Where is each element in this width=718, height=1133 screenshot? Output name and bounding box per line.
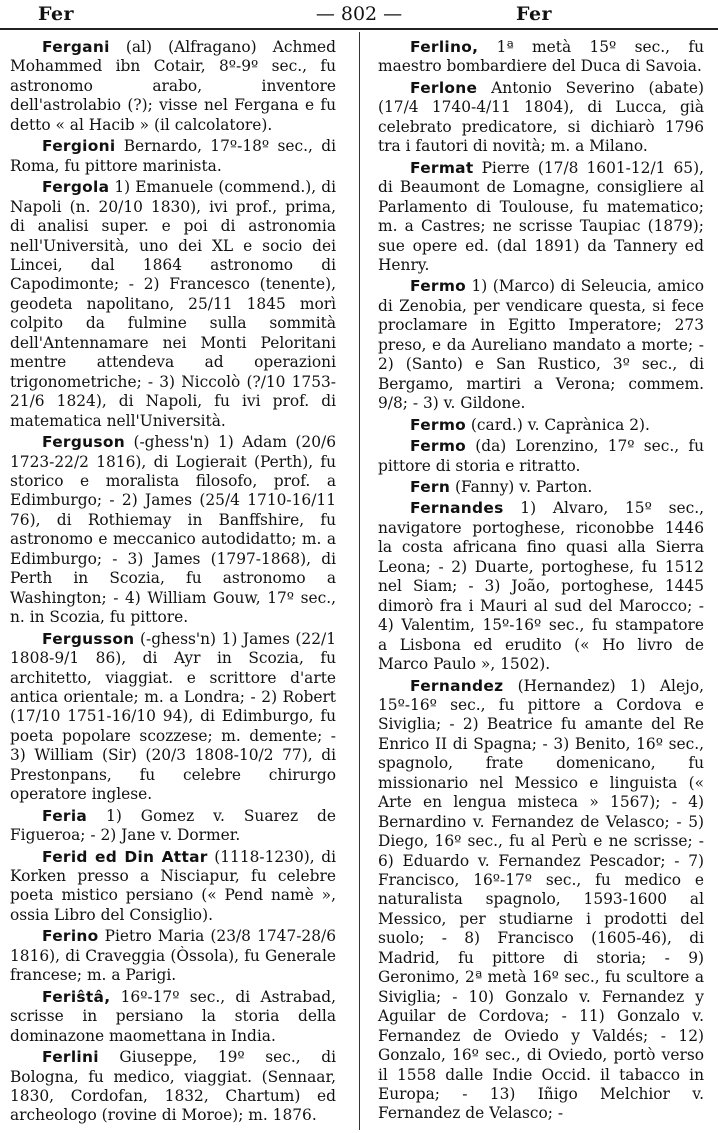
dictionary-entry bbox=[10, 807, 336, 846]
entry-headword: Ferlone bbox=[410, 78, 478, 97]
dictionary-entry bbox=[378, 38, 704, 77]
page-header bbox=[0, 0, 718, 30]
page-number: — 802 — bbox=[315, 3, 403, 25]
entry-text: (card.) v. Caprànica 2). bbox=[466, 415, 650, 434]
dictionary-entry bbox=[378, 677, 704, 1124]
entry-headword: Ferguson bbox=[42, 433, 125, 452]
entry-headword: Ferlino, bbox=[410, 38, 479, 56]
entry-text: Bernardo, 17º-18º sec., di Roma, fu pittore marinista. bbox=[10, 137, 336, 175]
column-divider bbox=[359, 32, 360, 1130]
dictionary-entry bbox=[10, 927, 336, 985]
dictionary-entry bbox=[10, 1048, 336, 1126]
entry-headword: Fernandez bbox=[410, 676, 504, 695]
entry-headword: Fermo bbox=[410, 415, 467, 434]
entry-text: Antonio Severino (abate) (17/4 1740-4/11 1804), di Lucca, già celebrato predicatore, si dichiarò 1796 tra i fautori di novità; m. a Milano. bbox=[378, 78, 704, 156]
entry-headword: Fermat bbox=[410, 158, 474, 177]
entry-text: Giuseppe, 19º sec., di Bologna, fu medico, viaggiat. (Sennaar, 1830, Cordofan, 1832, Chartum) ed archeologo (rovine di Moroe); m. 1876. bbox=[10, 1048, 336, 1125]
entry-text: 1) Gomez v. Suarez de Figueroa; - 2) Jane v. Dormer. bbox=[10, 806, 336, 845]
dictionary-entry bbox=[378, 416, 704, 435]
dictionary-entry bbox=[10, 988, 336, 1046]
entry-headword: Feria bbox=[42, 806, 88, 825]
entry-headword: Fergani bbox=[42, 38, 110, 56]
entry-headword: Feriŝtâ, bbox=[42, 987, 111, 1006]
header-right-guideword: Fer bbox=[516, 3, 553, 25]
dictionary-entry bbox=[378, 437, 704, 476]
dictionary-entry bbox=[378, 478, 704, 497]
dictionary-entry bbox=[10, 38, 336, 135]
entry-headword: Fergioni bbox=[42, 137, 116, 156]
entry-headword: Fergola bbox=[42, 178, 110, 197]
entry-headword: Fernandes bbox=[410, 499, 504, 518]
entry-text: Pietro Maria (23/8 1747-28/6 1816), di Craveggia (Òssola), fu Generale francese; m. a Parigi. bbox=[10, 927, 336, 985]
header-left-guideword: Fer bbox=[38, 3, 75, 25]
entry-text: 1ª metà 15º sec., fu maestro bombardiere del Duca di Savoia. bbox=[378, 38, 704, 76]
entry-headword: Ferid ed Din Attar bbox=[42, 847, 208, 866]
entry-text: 16º-17º sec., di Astrabad, scrisse in persiano la storia della dominazone maomettana in India. bbox=[10, 987, 336, 1045]
entry-text: Pierre (17/8 1601-12/1 65), di Beaumont de Lomagne, consigliere al Parlamento di Toulouse, fu matematico; m. a Castres; ne scrisse Taupiac (1879); sue opere ed. (dal 1891) da Tannery ed Henry. bbox=[378, 158, 704, 274]
entry-text: (al) (Alfragano) Achmed Mohammed ibn Cotair, 8º-9º sec., fu astronomo arabo, inventore dell'astrolabio (?); visse nel Fergana e fu detto « al Hacib » (il calcolatore). bbox=[10, 38, 336, 134]
entry-headword: Fern bbox=[410, 477, 451, 496]
entry-headword: Ferlini bbox=[42, 1048, 99, 1067]
dictionary-entry bbox=[10, 848, 336, 926]
left-column bbox=[10, 38, 336, 1126]
dictionary-entry bbox=[378, 159, 704, 276]
entry-text: (-ghess'n) 1) James (22/1 1808-9/1 86), di Ayr in Scozia, fu architetto, viaggiat. e scrittore d'arte antica orientale; m. a Londra; - 2) Robert (17/10 1751-16/10 94), di Edimburgo, fu poeta popolare scozzese; m. demente; - 3) William (Sir) (20/3 1808-10/2 77), di Prestonpans, fu celebre chirurgo operatore inglese. bbox=[10, 629, 336, 804]
entry-text: 1) Emanuele (commend.), di Napoli (n. 20/10 1830), ivi prof., prima, di analisi super. e poi di astronomia nell'Università, uno dei XL e socio dei Lincei, dal 1864 astronomo di Capodimonte; - 2) Francesco (tenente), geodeta napolitano, 25/11 1845 morì colpito da fulmine sulla sommità dell'Antennamare nei Monti Peloritani mentre attendeva ad operazioni trigonometriche; - 3) Niccolò (?/10 1753-21/6 1824), di Napoli, fu ivi prof. di matematica nell'Università. bbox=[10, 178, 336, 430]
dictionary-entry bbox=[378, 79, 704, 157]
entry-headword: Fergusson bbox=[42, 629, 135, 648]
dictionary-entry bbox=[10, 433, 336, 628]
entry-headword: Fermo bbox=[410, 437, 467, 456]
entry-text: (Hernandez) 1) Alejo, 15º-16º sec., fu pittore a Cordova e Siviglia; - 2) Beatrice fu amante del Re Enrico II di Spagna; - 3) Benito, 16º sec., spagnolo, frate domenicano, fu missionario nel Messico e linguista (« Arte en lengua misteca » 1567); - 4) Bernardino v. Fernandez de Velasco; - 5) Diego, 16º sec., fu al Perù e ne scrisse; - 6) Eduardo v. Fernandez Pescador; - 7) Francisco, 16º-17º sec., fu medico e naturalista spagnolo, 1593-1600 al Messico, per studiarne i prodotti del suolo; - 8) Francisco (1605-46), di Madrid, fu pittore di storia; - 9) Geronimo, 2ª metà 16º sec., fu scultore a Siviglia; - 10) Gonzalo v. Fernandez y Aguilar de Cordova; - 11) Gonzalo v. Fernandez de Oviedo y Valdés; - 12) Gonzalo, 16º sec., di Oviedo, portò verso il 1558 dalle Indie Occid. il tabacco in Europa; - 13) Iñigo Melchior v. Fernandez de Velasco; - bbox=[378, 676, 704, 1123]
entry-headword: Fermo bbox=[410, 277, 467, 296]
dictionary-entry bbox=[10, 178, 336, 431]
dictionary-entry bbox=[10, 137, 336, 176]
entry-text: (-ghess'n) 1) Adam (20/6 1723-22/2 1816), di Logierait (Perth), fu storico e moralista filosofo, prof. a Edimburgo; - 2) James (25/4 1710-16/11 76), di Rothiemay in Banffshire, fu astronomo e meccanico autodidatto; m. a Edimburgo; - 3) James (1797-1868), di Perth in Scozia, fu astronomo a Washington; - 4) William Gouw, 17º sec., n. in Scozia, fu pittore. bbox=[10, 433, 336, 627]
dictionary-entry bbox=[378, 277, 704, 413]
dictionary-entry bbox=[378, 499, 704, 674]
entry-text: (da) Lorenzino, 17º sec., fu pittore di storia e ritratto. bbox=[378, 437, 704, 475]
dictionary-entry bbox=[10, 630, 336, 805]
entry-text: 1) Alvaro, 15º sec., navigatore portoghese, riconobbe 1446 la costa africana fino quasi alla Sierra Leona; - 2) Duarte, portoghese, fu 1512 nel Siam; - 3) João, portoghese, 1445 dimorò fra i Mauri al sud del Marocco; - 4) Valentim, 15º-16º sec., fu stampatore a Lisbona ed erudito (« Ho livro de Marco Paulo », 1502). bbox=[378, 499, 704, 674]
entry-text: (1118-1230), di Korken presso a Nisciapur, fu celebre poeta mistico persiano (« Pend namè », ossia Libro del Consiglio). bbox=[10, 847, 336, 924]
entry-text: (Fanny) v. Parton. bbox=[450, 477, 593, 496]
entry-headword: Ferino bbox=[42, 927, 99, 946]
entry-text: 1) (Marco) di Seleucia, amico di Zenobia, per vendicare questa, si fece proclamare in Egitto Imperatore; 273 preso, e da Aureliano mandato a morte; - 2) (Santo) e San Rustico, 3º sec., di Bergamo, martiri a Verona; commem. 9/8; - 3) v. Gildone. bbox=[378, 277, 704, 413]
right-column bbox=[378, 38, 704, 1124]
